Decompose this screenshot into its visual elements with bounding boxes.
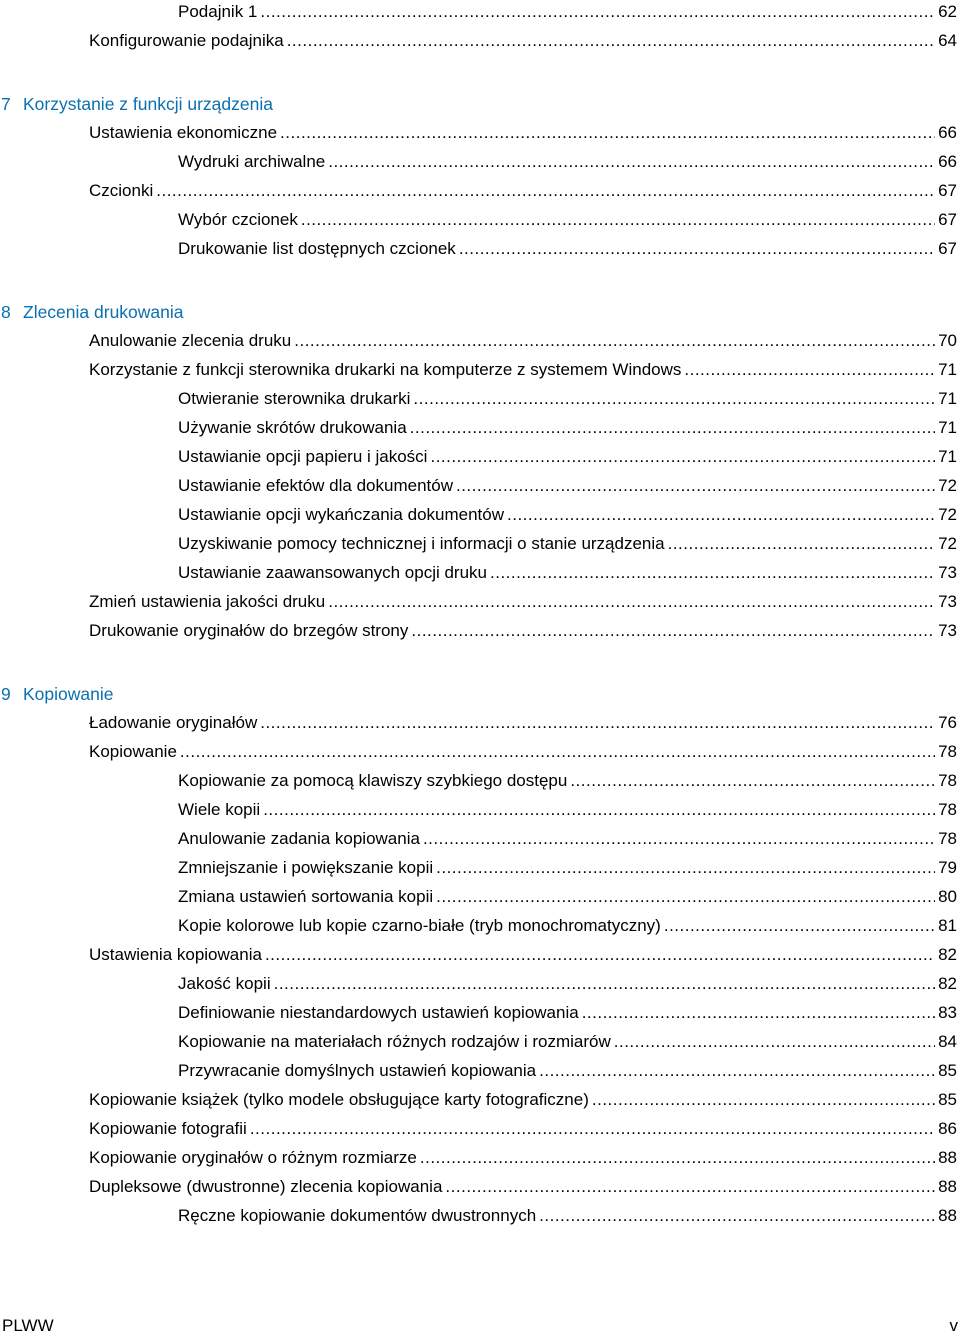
chapter-heading[interactable] xyxy=(0,91,273,117)
toc-entry-page: 72 xyxy=(938,534,957,553)
dot-leader xyxy=(582,1001,935,1025)
dot-leader xyxy=(456,474,935,498)
toc-entry-page: 81 xyxy=(938,916,957,935)
chapter-heading[interactable] xyxy=(0,299,184,325)
toc-entry-title: Ładowanie oryginałów xyxy=(89,713,258,732)
toc-entry-title: Kopiowanie na materiałach różnych rodzajów i rozmiarów xyxy=(178,1032,611,1051)
toc-entry[interactable] xyxy=(178,914,957,938)
toc-entry-page: 88 xyxy=(938,1177,957,1196)
toc-entry[interactable] xyxy=(178,532,957,556)
toc-entry-page: 78 xyxy=(938,742,957,761)
dot-leader xyxy=(301,208,935,232)
toc-entry[interactable] xyxy=(178,150,957,174)
chapter-title: Kopiowanie xyxy=(23,684,114,704)
toc-entry[interactable] xyxy=(178,1204,957,1228)
toc-entry-page: 78 xyxy=(938,771,957,790)
toc-entry[interactable] xyxy=(89,1117,957,1141)
toc-entry-title: Ustawianie opcji wykańczania dokumentów xyxy=(178,505,504,524)
toc-entry-title: Anulowanie zadania kopiowania xyxy=(178,829,420,848)
toc-entry-page: 67 xyxy=(938,181,957,200)
toc-entry[interactable] xyxy=(178,0,957,24)
chapter-number: 8 xyxy=(1,302,11,322)
toc-entry-page: 71 xyxy=(938,418,957,437)
dot-leader xyxy=(420,1146,935,1170)
toc-entry-title: Kopiowanie xyxy=(89,742,177,761)
chapter-number: 7 xyxy=(1,94,11,114)
toc-entry-title: Kopiowanie fotografii xyxy=(89,1119,247,1138)
toc-entry-title: Dupleksowe (dwustronne) zlecenia kopiowania xyxy=(89,1177,443,1196)
toc-entry[interactable] xyxy=(89,358,957,382)
chapter-title: Korzystanie z funkcji urządzenia xyxy=(23,94,273,114)
dot-leader xyxy=(274,972,935,996)
toc-entry-page: 70 xyxy=(938,331,957,350)
dot-leader xyxy=(539,1204,935,1228)
toc-entry[interactable] xyxy=(89,179,957,203)
toc-entry-page: 78 xyxy=(938,829,957,848)
dot-leader xyxy=(260,711,935,735)
toc-entry[interactable] xyxy=(89,121,957,145)
toc-entry[interactable] xyxy=(178,445,957,469)
toc-entry[interactable] xyxy=(178,856,957,880)
toc-entry-page: 88 xyxy=(938,1148,957,1167)
toc-entry-page: 72 xyxy=(938,476,957,495)
toc-entry-page: 66 xyxy=(938,152,957,171)
toc-entry[interactable] xyxy=(178,387,957,411)
dot-leader xyxy=(436,856,935,880)
toc-entry-page: 80 xyxy=(938,887,957,906)
toc-entry-title: Przywracanie domyślnych ustawień kopiowania xyxy=(178,1061,537,1080)
toc-entry[interactable] xyxy=(89,1175,957,1199)
toc-entry[interactable] xyxy=(89,711,957,735)
toc-entry[interactable] xyxy=(178,1059,957,1083)
toc-entry-title: Ręczne kopiowanie dokumentów dwustronnych xyxy=(178,1206,537,1225)
toc-entry-title: Uzyskiwanie pomocy technicznej i informacji o stanie urządzenia xyxy=(178,534,665,553)
toc-entry-page: 71 xyxy=(938,447,957,466)
dot-leader xyxy=(490,561,935,585)
toc-entry-page: 76 xyxy=(938,713,957,732)
chapter-title: Zlecenia drukowania xyxy=(23,302,184,322)
dot-leader xyxy=(410,416,935,440)
toc-entry-page: 67 xyxy=(938,210,957,229)
toc-entry-page: 73 xyxy=(938,592,957,611)
toc-entry[interactable] xyxy=(89,943,957,967)
toc-entry[interactable] xyxy=(89,740,957,764)
toc-entry-title: Kopiowanie za pomocą klawiszy szybkiego dostępu xyxy=(178,771,568,790)
toc-entry[interactable] xyxy=(89,29,957,53)
dot-leader xyxy=(263,798,935,822)
toc-entry-title: Wybór czcionek xyxy=(178,210,298,229)
dot-leader xyxy=(459,237,935,261)
toc-entry[interactable] xyxy=(178,208,957,232)
dot-leader xyxy=(592,1088,935,1112)
toc-entry[interactable] xyxy=(89,590,957,614)
toc-entry-page: 64 xyxy=(938,31,957,50)
footer-left-label: PLWW xyxy=(2,1316,54,1335)
toc-entry-title: Ustawianie efektów dla dokumentów xyxy=(178,476,453,495)
toc-entry-title: Anulowanie zlecenia druku xyxy=(89,331,292,350)
toc-entry-title: Definiowanie niestandardowych ustawień kopiowania xyxy=(178,1003,579,1022)
toc-entry-page: 67 xyxy=(938,239,957,258)
dot-leader xyxy=(423,827,935,851)
toc-entry-title: Czcionki xyxy=(89,181,154,200)
toc-entry-title: Korzystanie z funkcji sterownika drukarki na komputerze z systemem Windows xyxy=(89,360,682,379)
toc-entry-title: Podajnik 1 xyxy=(178,2,258,21)
toc-entry[interactable] xyxy=(178,769,957,793)
toc-entry[interactable] xyxy=(89,619,957,643)
toc-entry-title: Kopie kolorowe lub kopie czarno-białe (tryb monochromatyczny) xyxy=(178,916,661,935)
toc-entry[interactable] xyxy=(178,972,957,996)
toc-entry[interactable] xyxy=(178,1030,957,1054)
toc-entry-title: Używanie skrótów drukowania xyxy=(178,418,407,437)
toc-entry-page: 82 xyxy=(938,974,957,993)
dot-leader xyxy=(280,121,935,145)
toc-entry-page: 71 xyxy=(938,360,957,379)
toc-entry[interactable] xyxy=(89,1088,957,1112)
toc-entry-page: 85 xyxy=(938,1061,957,1080)
toc-entry-page: 78 xyxy=(938,800,957,819)
toc-entry-page: 66 xyxy=(938,123,957,142)
toc-entry[interactable] xyxy=(89,329,957,353)
dot-leader xyxy=(570,769,935,793)
toc-entry[interactable] xyxy=(178,1001,957,1025)
dot-leader xyxy=(265,943,935,967)
toc-entry-title: Zmniejszanie i powiększanie kopii xyxy=(178,858,434,877)
toc-entry-page: 83 xyxy=(938,1003,957,1022)
toc-entry[interactable] xyxy=(178,474,957,498)
toc-entry-page: 84 xyxy=(938,1032,957,1051)
dot-leader xyxy=(328,150,935,174)
toc-entry-title: Konfigurowanie podajnika xyxy=(89,31,284,50)
dot-leader xyxy=(328,590,935,614)
toc-entry-title: Kopiowanie książek (tylko modele obsługujące karty fotograficzne) xyxy=(89,1090,589,1109)
dot-leader xyxy=(260,0,935,24)
dot-leader xyxy=(507,503,935,527)
dot-leader xyxy=(664,914,935,938)
toc-entry-title: Ustawienia ekonomiczne xyxy=(89,123,278,142)
dot-leader xyxy=(180,740,935,764)
toc-entry-page: 73 xyxy=(938,621,957,640)
toc-entry[interactable] xyxy=(89,1146,957,1170)
dot-leader xyxy=(156,179,935,203)
dot-leader xyxy=(436,885,935,909)
dot-leader xyxy=(539,1059,935,1083)
chapter-number: 9 xyxy=(1,684,11,704)
toc-entry-title: Wydruki archiwalne xyxy=(178,152,326,171)
dot-leader xyxy=(614,1030,935,1054)
toc-entry-page: 82 xyxy=(938,945,957,964)
toc-entry-page: 88 xyxy=(938,1206,957,1225)
dot-leader xyxy=(430,445,935,469)
toc-entry[interactable] xyxy=(178,237,957,261)
toc-entry-title: Ustawienia kopiowania xyxy=(89,945,262,964)
toc-entry-page: 73 xyxy=(938,563,957,582)
toc-entry-title: Drukowanie oryginałów do brzegów strony xyxy=(89,621,409,640)
toc-entry-title: Zmiana ustawień sortowania kopii xyxy=(178,887,434,906)
toc-entry-page: 86 xyxy=(938,1119,957,1138)
toc-entry-title: Ustawianie zaawansowanych opcji druku xyxy=(178,563,487,582)
toc-entry-page: 71 xyxy=(938,389,957,408)
footer-page-number: v xyxy=(949,1316,958,1335)
toc-entry[interactable] xyxy=(178,416,957,440)
dot-leader xyxy=(287,29,935,53)
toc-entry-title: Drukowanie list dostępnych czcionek xyxy=(178,239,456,258)
toc-entry-title: Otwieranie sterownika drukarki xyxy=(178,389,411,408)
dot-leader xyxy=(250,1117,935,1141)
toc-entry-page: 62 xyxy=(938,2,957,21)
dot-leader xyxy=(668,532,935,556)
toc-entry-page: 72 xyxy=(938,505,957,524)
toc-entry-title: Wiele kopii xyxy=(178,800,261,819)
toc-entry[interactable] xyxy=(178,827,957,851)
toc-entry-title: Zmień ustawienia jakości druku xyxy=(89,592,326,611)
toc-entry[interactable] xyxy=(178,798,957,822)
toc-entry[interactable] xyxy=(178,561,957,585)
toc-entry-page: 79 xyxy=(938,858,957,877)
dot-leader xyxy=(445,1175,935,1199)
toc-entry-title: Jakość kopii xyxy=(178,974,271,993)
dot-leader xyxy=(684,358,935,382)
toc-entry-title: Ustawianie opcji papieru i jakości xyxy=(178,447,428,466)
toc-entry-page: 85 xyxy=(938,1090,957,1109)
toc-entry[interactable] xyxy=(178,503,957,527)
toc-entry[interactable] xyxy=(178,885,957,909)
chapter-heading[interactable] xyxy=(0,681,113,707)
dot-leader xyxy=(294,329,935,353)
toc-entry-title: Kopiowanie oryginałów o różnym rozmiarze xyxy=(89,1148,417,1167)
dot-leader xyxy=(413,387,935,411)
dot-leader xyxy=(411,619,935,643)
